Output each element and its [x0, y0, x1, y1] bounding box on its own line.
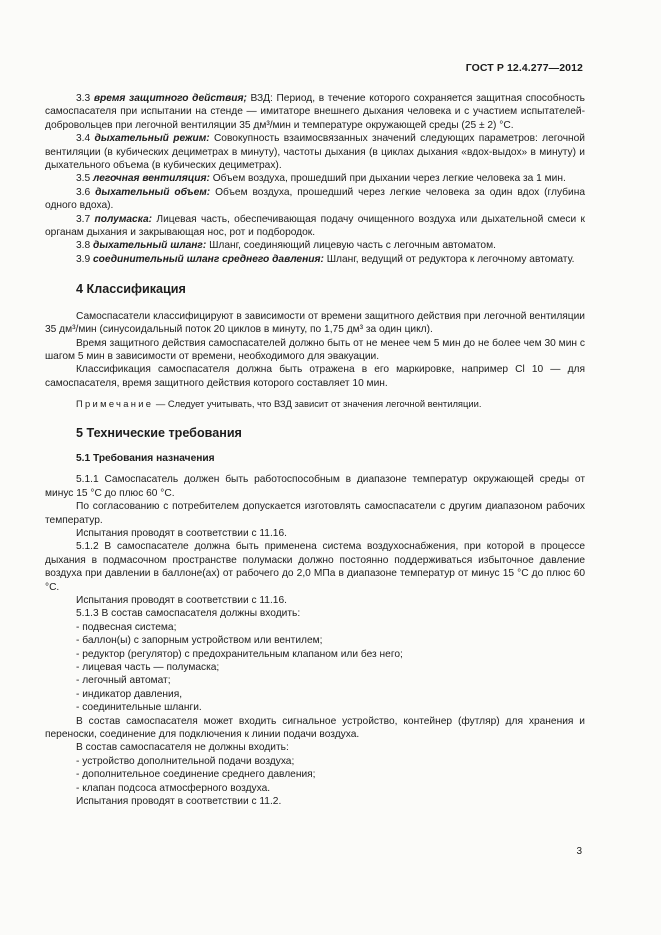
paragraph: 5.1.2 В самоспасателе должна быть применена система воздухоснабжения, при которой в процессе дыхания в подмасочном пространстве полумаски должно постоянно поддерживаться избыточное давление воздуха при давлении в баллоне(ах) от рабочего до 2,0 МПа в диапазоне температур от минус 15 °С до плюс 60 °С.: [45, 541, 585, 593]
definition-number: 3.7: [76, 213, 91, 225]
definition-3-4: [45, 132, 585, 172]
page-number: 3: [576, 846, 582, 857]
note: [45, 397, 585, 410]
list-item: - дополнительное соединение среднего давления;: [76, 769, 316, 781]
definition-term: дыхательный объем:: [95, 186, 211, 198]
list-item: - баллон(ы) с запорным устройством или вентилем;: [76, 635, 323, 647]
definitions-list: [45, 92, 585, 266]
definition-text: Шланг, соединяющий лицевую часть с легочным автоматом.: [206, 240, 496, 252]
paragraph: По согласованию с потребителем допускается изготовлять самоспасатели с другим диапазоном рабочих температур.: [45, 501, 585, 526]
paragraph: Испытания проводят в соответствии с 11.16.: [76, 595, 287, 606]
component-list: [45, 621, 585, 715]
definition-number: 3.5: [76, 173, 91, 185]
definition-number: 3.8: [76, 240, 91, 252]
document-code: ГОСТ Р 12.4.277—2012: [465, 62, 583, 74]
list-item: - редуктор (регулятор) с предохранительным клапаном или без него;: [76, 648, 403, 660]
definition-3-7: [45, 213, 585, 240]
definition-term: соединительный шланг среднего давления:: [93, 253, 324, 265]
paragraph: Классификация самоспасателя должна быть отражена в его маркировке, например Сl 10 — для самоспасателя, время защитного действия которого составляет 10 мин.: [45, 364, 585, 389]
definition-term: дыхательный режим:: [94, 133, 210, 145]
definition-term: легочная вентиляция:: [93, 173, 210, 185]
list-item: - легочный автомат;: [76, 675, 171, 687]
paragraph: Испытания проводят в соответствии с 11.16.: [76, 527, 287, 539]
note-text: — Следует учитывать, что ВЗД зависит от значения легочной вентиляции.: [153, 398, 482, 410]
list-item: - соединительные шланги.: [76, 702, 202, 714]
page-content: [45, 92, 585, 809]
definition-number: 3.4: [76, 133, 91, 145]
list-item: - лицевая часть — полумаска;: [76, 662, 220, 674]
definition-text: Объем воздуха, прошедший через легкие человека за один вдох (глубина одного вдоха).: [45, 186, 585, 212]
definition-text: ВЗД: Период, в течение которого сохраняется защитная способность самоспасателя при испытании на стенде — имитаторе внешнего дыхания человека и с участием испытателей-добровольцев при легочной вентиляции 35 дм³/мин и температуре окружающей среды (25 ± 2) °С.: [45, 93, 585, 131]
definition-3-3: [45, 92, 585, 132]
definition-3-9: [45, 253, 585, 266]
definition-number: 3.3: [76, 93, 91, 104]
definition-text: Совокупность взаимосвязанных значений следующих параметров: легочной вентиляции (в кубических дециметрах в минуту), частоты дыхания (в циклах дыхания «вдох-выдох» в минуту) и дыхательного объема (в кубических дециметрах).: [45, 133, 585, 172]
paragraph: 5.1.1 Самоспасатель должен быть работоспособным в диапазоне температур окружающей среды от минус 15 °С до плюс 60 °С.: [45, 474, 585, 499]
paragraph: 5.1.3 В состав самоспасателя должны входить:: [76, 608, 301, 620]
definition-term: время защитного действия;: [93, 93, 247, 104]
paragraph: В состав самоспасателя не должны входить:: [76, 742, 289, 754]
definition-number: 3.6: [76, 186, 91, 198]
definition-3-6: [45, 186, 585, 213]
list-item: - клапан подсоса атмосферного воздуха.: [76, 782, 271, 794]
list-item: - подвесная система;: [76, 621, 177, 633]
paragraph: Самоспасатели классифицируют в зависимости от времени защитного действия при легочной вентиляции 35 дм³/мин (синусоидальный поток 20 циклов в минуту, по 1,75 дм³ за один цикл).: [45, 310, 585, 336]
definition-term: полумаска:: [94, 213, 153, 225]
definition-text: Шланг, ведущий от редуктора к легочному автомату.: [323, 253, 575, 265]
definition-term: дыхательный шланг:: [93, 240, 207, 252]
definition-3-8: [45, 239, 585, 252]
paragraph: Время защитного действия самоспасателей должно быть от не менее чем 5 мин до не более чем 30 мин с шагом 5 мин в зависимости от времени, необходимого для эвакуации.: [45, 337, 585, 362]
definition-3-5: [45, 172, 585, 185]
note-label: Примечание: [76, 398, 154, 410]
list-item: - индикатор давления,: [76, 688, 183, 700]
excluded-list: [45, 755, 585, 795]
definition-text: Лицевая часть, обеспечивающая подачу очищенного воздуха или дыхательной смеси к органам дыхания и закрывающая нос, рот и подбородок.: [45, 213, 585, 239]
section-5-heading: 5 Технические требования: [76, 425, 242, 440]
definition-number: 3.9: [76, 253, 91, 265]
section-4-heading: 4 Классификация: [76, 282, 186, 297]
paragraph: Испытания проводят в соответствии с 11.2.: [76, 796, 282, 808]
list-item: - устройство дополнительной подачи воздуха;: [76, 755, 295, 767]
definition-text: Объем воздуха, прошедший при дыхании через легкие человека за 1 мин.: [209, 173, 566, 185]
subsection-5-1-heading: 5.1 Требования назначения: [76, 452, 215, 464]
paragraph: В состав самоспасателя может входить сигнальное устройство, контейнер (футляр) для хранения и переноски, соединение для подключения к линии подачи воздуха.: [45, 715, 585, 741]
